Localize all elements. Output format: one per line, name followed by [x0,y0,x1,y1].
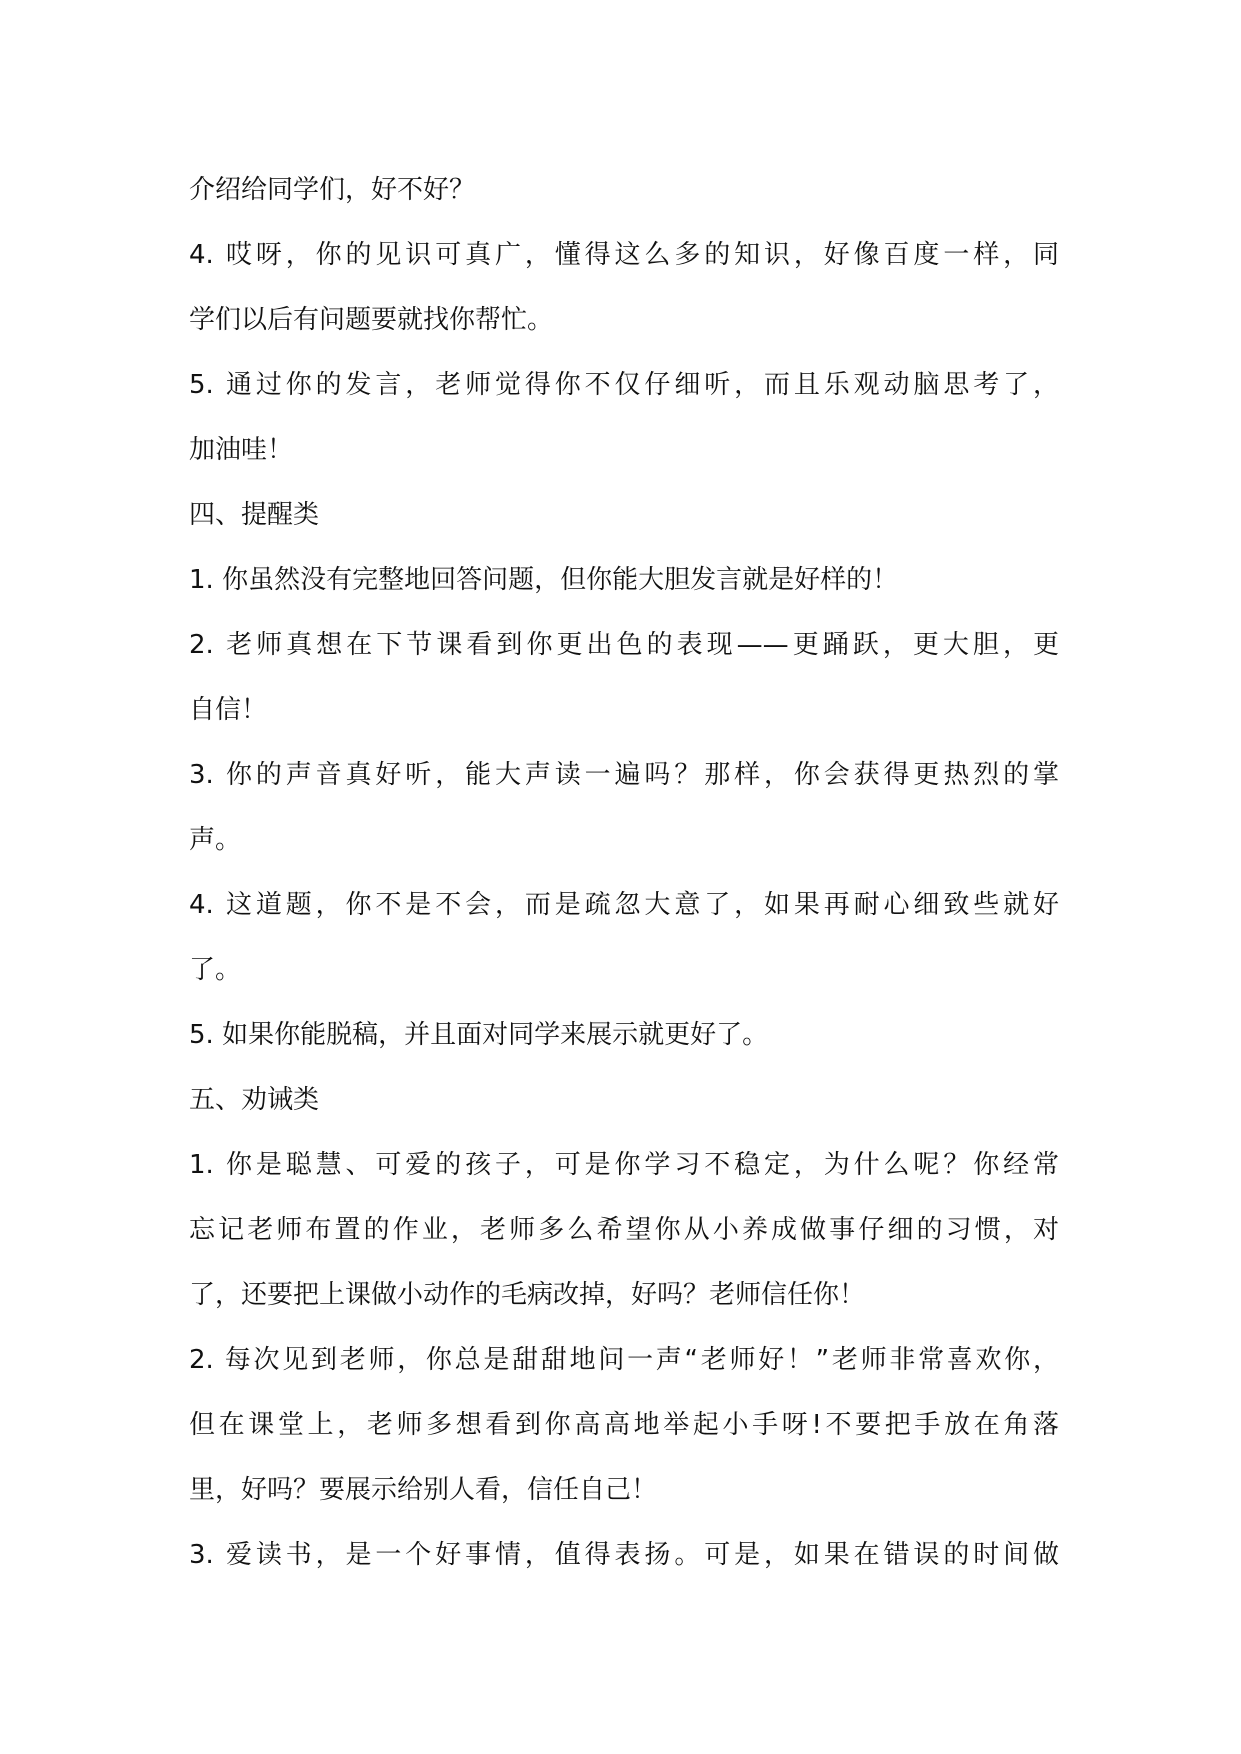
text-line: 四、提醒类 [189,500,320,530]
text-line: 学们以后有问题要就找你帮忙。 [189,305,554,335]
text-line: 4. 哎呀，你的见识可真广，懂得这么多的知识，好像百度一样，同 [189,240,1059,270]
text-line: 5. 如果你能脱稿，并且面对同学来展示就更好了。 [189,1020,769,1050]
text-line: 3. 爱读书，是一个好事情，值得表扬。可是，如果在错误的时间做 [189,1540,1059,1570]
text-line: 忘记老师布置的作业，老师多么希望你从小养成做事仔细的习惯，对 [189,1215,1059,1245]
text-line: 4. 这道题，你不是不会，而是疏忽大意了，如果再耐心细致些就好 [189,890,1059,920]
text-line: 加油哇！ [189,435,294,465]
text-line: 了，还要把上课做小动作的毛病改掉，好吗？老师信任你！ [189,1280,866,1310]
text-line: 了。 [189,955,242,985]
text-line: 2. 老师真想在下节课看到你更出色的表现——更踊跃，更大胆，更 [189,630,1059,660]
text-line: 3. 你的声音真好听，能大声读一遍吗？那样，你会获得更热烈的掌 [189,760,1059,790]
text-line: 里，好吗？要展示给别人看，信任自己！ [189,1475,658,1505]
text-line: 但在课堂上，老师多想看到你高高地举起小手呀!不要把手放在角落 [189,1410,1059,1440]
text-line: 声。 [189,825,242,855]
text-line: 自信！ [189,695,268,725]
text-line: 1. 你虽然没有完整地回答问题，但你能大胆发言就是好样的！ [189,565,899,595]
document-body [189,158,1059,1588]
text-line: 五、劝诫类 [189,1085,320,1115]
text-line: 介绍给同学们，好不好？ [189,175,476,205]
text-line: 5. 通过你的发言，老师觉得你不仅仔细听，而且乐观动脑思考了， [189,370,1059,400]
text-line: 1. 你是聪慧、可爱的孩子，可是你学习不稳定，为什么呢？你经常 [189,1150,1059,1180]
text-line: 2. 每次见到老师，你总是甜甜地问一声“老师好！”老师非常喜欢你， [189,1345,1059,1375]
